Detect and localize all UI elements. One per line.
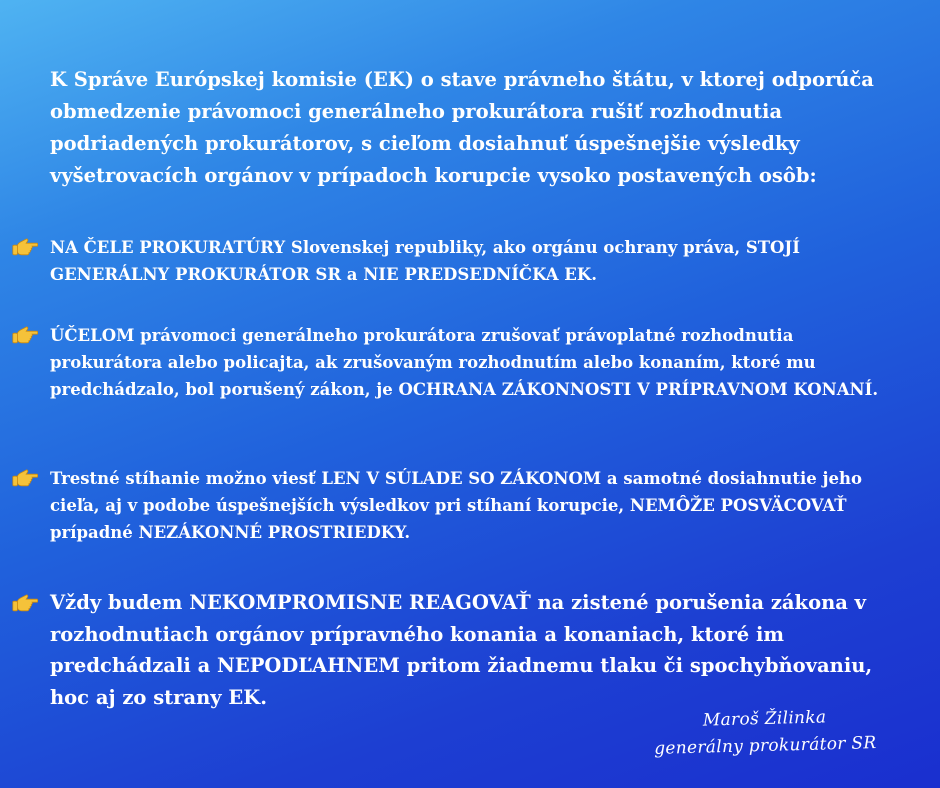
bullet-text-1: NA ČELE PROKURATÚRY Slovenskej republiky, ako orgánu ochrany práva, STOJÍ GENERÁLNY PROKURÁTOR SR a NIE PREDSEDNÍČKA EK. <box>50 238 800 284</box>
bullet-item-2 <box>12 322 917 403</box>
signature-name: Maroš Žilinka <box>702 707 827 731</box>
signature-block <box>639 703 890 764</box>
bullet-item-4 <box>12 587 917 713</box>
intro-paragraph: K Správe Európskej komisie (EK) o stave právneho štátu, v ktorej odporúča obmedzenie právomoci generálneho prokurátora rušiť rozhodnutia podriadených prokurátorov, s cieľom dosiahnuť úspešnejšie výsledky vyšetrovacích orgánov v prípadoch korupcie vysoko postavených osôb: <box>50 68 874 187</box>
pointing-hand-icon <box>12 236 42 256</box>
bullet-text-3: Trestné stíhanie možno viesť LEN V SÚLADE SO ZÁKONOM a samotné dosiahnutie jeho cieľa, aj v podobe úspešnejších výsledkov pri stíhaní korupcie, NEMÔŽE POSVÄCOVAŤ prípadné NEZÁKONNÉ PROSTRIEDKY. <box>50 469 863 542</box>
bullet-item-3 <box>12 465 917 546</box>
pointing-hand-icon <box>12 467 42 487</box>
pointing-hand-icon <box>12 592 42 612</box>
bullet-text-2: ÚČELOM právomoci generálneho prokurátora zrušovať právoplatné rozhodnutia prokurátora alebo policajta, ak zrušovaným rozhodnutím alebo konaním, ktoré mu predchádzalo, bol porušený zákon, je OCHRANA ZÁKONNOSTI V PRÍPRAVNOM KONANÍ. <box>50 326 879 399</box>
signature-title: generálny prokurátor SR <box>653 733 877 759</box>
pointing-hand-icon <box>12 324 42 344</box>
bullet-item-1 <box>12 234 917 288</box>
bullet-text-4: Vždy budem NEKOMPROMISNE REAGOVAŤ na zistené porušenia zákona v rozhodnutiach orgánov prípravného konania a konaniach, ktoré im predchádzali a NEPODĽAHNEM pritom žiadnemu tlaku či spochybňovaniu, hoc aj zo strany EK. <box>50 591 873 709</box>
